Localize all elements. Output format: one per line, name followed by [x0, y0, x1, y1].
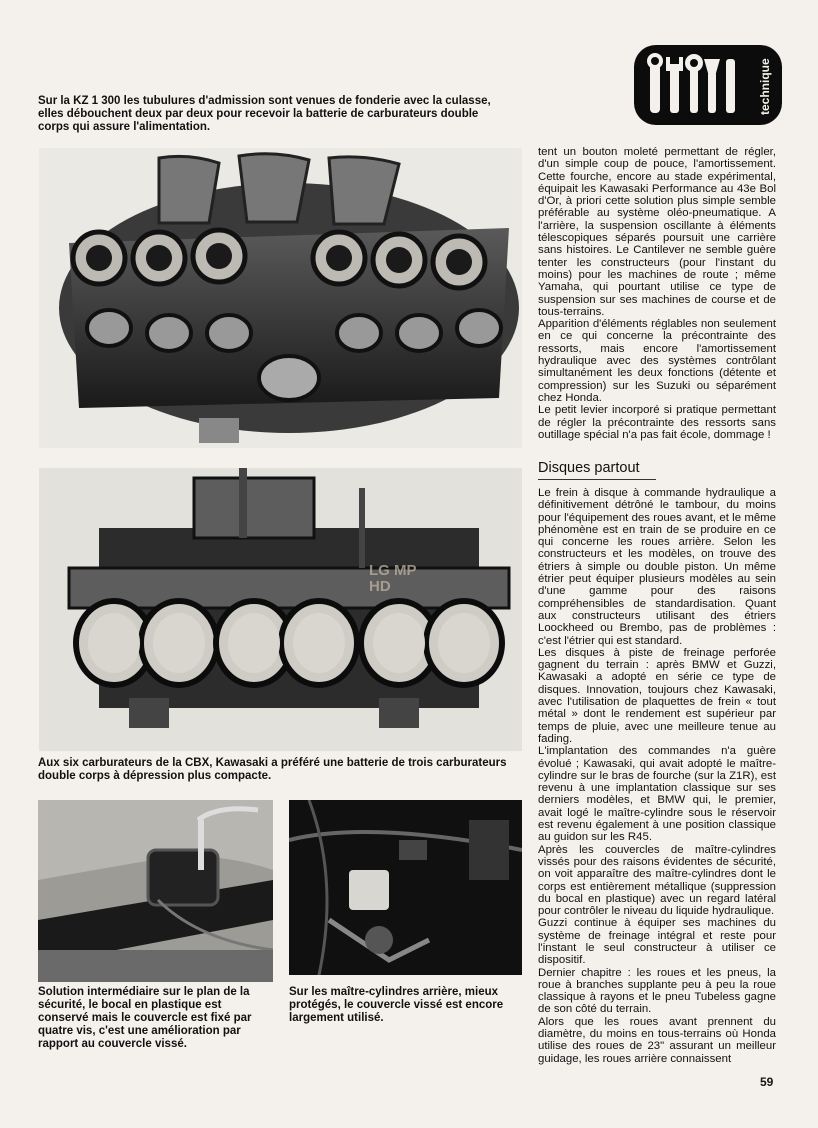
caption-bottom-left: Solution intermédiaire sur le plan de la sécurité, le bocal en plastique est conservé mais le couvercle est fixé par quatre vis, c'est une amélioration par rapport au couvercle vissé.: [38, 986, 252, 1050]
article-column-bottom: [538, 487, 776, 1065]
paragraph: Apparition d'éléments réglables non seulement en ce qui concerne la précontrainte des ressorts, mais encore l'amortissement hydraulique avec des systèmes contrôlant simultanément les deux fonctions (détente et compression) sur les Suzuki ou séparément chez Honda.: [538, 318, 776, 404]
photo-carburetors: [39, 468, 522, 751]
paragraph: Guzzi continue à équiper ses machines du système de freinage intégral et reste pour l'instant le seul constructeur à utiliser ce dispositif.: [538, 917, 776, 967]
technique-badge: [634, 45, 782, 125]
paragraph: Le petit levier incorporé si pratique permettant de régler la précontrainte des ressorts sans outillage spécial n'a pas fait école, dommage !: [538, 404, 776, 441]
caption-top: Sur la KZ 1 300 les tubulures d'admission sont venues de fonderie avec la culasse, elles débouchent deux par deux pour recevoir la batterie de carburateurs double corps qui assure l'alimentation.: [38, 95, 491, 133]
photo-handlebar-master-cylinder: [38, 800, 273, 982]
paragraph: Alors que les roues avant prennent du diamètre, du moins en tous-terrains où Honda utilise des roues de 23" assurant un meilleur guidage, les roues arrière connaissent: [538, 1015, 776, 1065]
caption-middle: Aux six carburateurs de la CBX, Kawasaki a préféré une batterie de trois carburateurs double corps à dépression plus compacte.: [38, 757, 507, 782]
section-rule: [538, 479, 656, 480]
paragraph: Le frein à disque à commande hydraulique a définitivement détrôné le tambour, du moins pour l'équipement des roues avant, et le même phénomène est en train de se produire en ce qui concerne les roues arrière. Selon les constructeurs et les modèles, on trouve des étriers à simple ou double piston. Un même étrier peut équiper plusieurs modèles au sein d'une gamme pour des raisons compréhensibles de standardisation. Quant aux constructeurs utilisant des étriers Loockheed ou Brembo, pas de problèmes : c'est l'étrier qui est standard.: [538, 487, 776, 647]
page-number: 59: [760, 1075, 774, 1089]
paragraph: L'implantation des commandes n'a guère évolué ; Kawasaki, qui avait adopté le maître-cylindre sur le bras de fourche (sur la Z1R), est revenu à une implantation classique sur ses derniers modèles, et BMW qui, le premier, avait logé le maître-cylindre sous le réservoir est revenu également à une position classique au guidon sur les R45.: [538, 745, 776, 844]
paragraph: Les disques à piste de freinage perforée gagnent du terrain : après BMW et Guzzi, Kawasaki a adopté en série ce type de disques. Innovation, toujours chez Kawasaki, avec l'utilisation de plaquettes de frein « tout métal » dont le rendement est supérieur par temps de pluie, avec une meilleure tenue au fading.: [538, 646, 776, 745]
tools-icon: [644, 53, 744, 117]
paragraph: Dernier chapitre : les roues et les pneus, la roue à branches supplante peu à peu la roue classique à rayons et le pneu Tubeless gagne de son côté du terrain.: [538, 966, 776, 1016]
technique-label: technique: [758, 58, 772, 116]
caption-bottom-right: Sur les maître-cylindres arrière, mieux protégés, le couvercle vissé est encore largement utilisé.: [289, 986, 504, 1024]
article-column-top: [538, 146, 776, 441]
watermark: LG MP HD: [369, 562, 417, 595]
photo-intake-manifold: [39, 148, 522, 448]
section-title: Disques partout: [538, 460, 640, 476]
paragraph: tent un bouton moleté permettant de régler, d'un simple coup de pouce, l'amortissement. Cette fourche, encore au stade expérimental, équipait les Kawasaki Performance au 43e Bol d'Or, à priori cette solution plus simple semble préférable au système oléo-pneumatique. A l'arrière, la suspension oscillante à éléments télescopiques séparés poursuit une carrière sans histoires. Le Cantilever ne semble guère tenter les constructeurs (pour l'instant du moins) pour les machines de route ; même Yamaha, qui pourtant utilise ce type de suspension sur ses machines de course et de tous-terrains.: [538, 146, 776, 318]
photo-rear-master-cylinder: [289, 800, 522, 975]
paragraph: Après les couvercles de maître-cylindres vissés pour des raisons évidentes de sécurité, on voit apparaître des maître-cylindres dont le corps est entièrement métallique (suppression du bocal en plastique) avec un regard latéral pour contrôler le niveau du liquide hydraulique.: [538, 843, 776, 918]
